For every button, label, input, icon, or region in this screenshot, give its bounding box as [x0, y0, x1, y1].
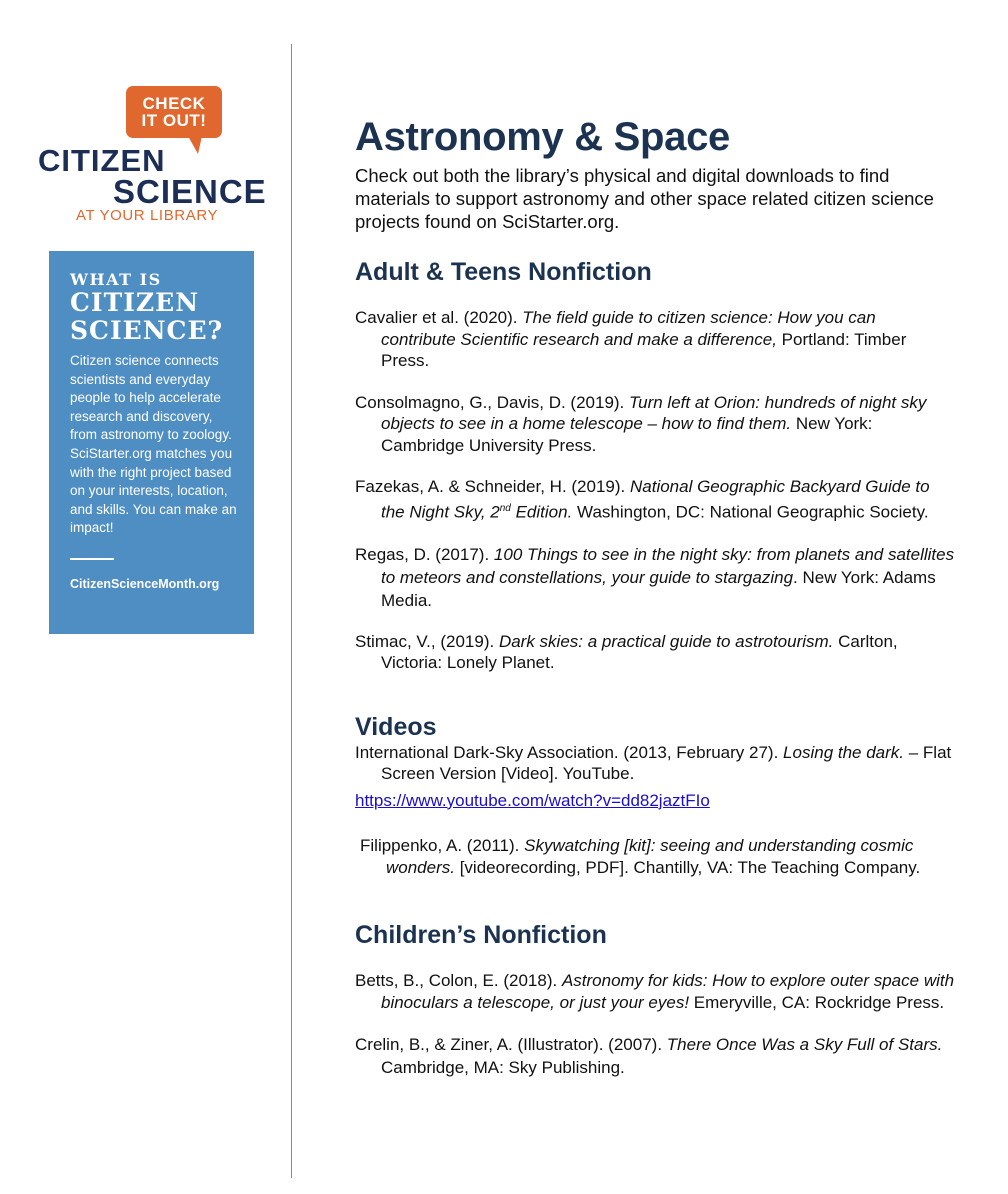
speech-bubble: [126, 86, 222, 138]
intro-paragraph: Check out both the library’s physical and digital downloads to find materials to support astronomy and other space related citizen science projects found on SciStarter.org.: [355, 165, 934, 232]
citation-entry: Stimac, V., (2019). Dark skies: a practical guide to astrotourism. Carlton, Victoria: Lonely Planet.: [355, 631, 898, 673]
what-is-citizen-science-box: [49, 251, 254, 634]
logo-word-science: SCIENCE: [113, 173, 267, 210]
logo-word-citizen: CITIZEN: [38, 143, 166, 178]
sidebar-heading-line2: SCIENCE?: [70, 316, 224, 345]
youtube-link[interactable]: https://www.youtube.com/watch?v=dd82jaztFIo: [355, 790, 710, 810]
section-heading-children: Children’s Nonfiction: [355, 921, 607, 950]
citation-entry: Cavalier et al. (2020). The field guide to citizen science: How you can contribute Scientific research and make a difference, Portland: Timber Press.: [355, 308, 907, 370]
logo-tagline: AT YOUR LIBRARY: [76, 207, 219, 224]
main-content: [355, 112, 955, 1079]
section-heading-adult: Adult & Teens Nonfiction: [355, 258, 652, 286]
bubble-line-1: CHECK: [142, 94, 206, 113]
citation-entry: Fazekas, A. & Schneider, H. (2019). National Geographic Backyard Guide to the Night Sky, 2nd Edition. Washington, DC: National Geographic Society.: [355, 477, 930, 522]
citation-entry: Crelin, B., & Ziner, A. (Illustrator). (2007). There Once Was a Sky Full of Stars. Cambridge, MA: Sky Publishing.: [355, 1035, 943, 1078]
sidebar-rule: [70, 558, 114, 560]
column-divider: [291, 44, 292, 1178]
sidebar-url: CitizenScienceMonth.org: [70, 576, 220, 591]
section-heading-videos: Videos: [355, 712, 437, 741]
citation-entry: Consolmagno, G., Davis, D. (2019). Turn left at Orion: hundreds of night sky objects to see in a home telescope – how to find them. New York: Cambridge University Press.: [355, 392, 927, 455]
sidebar-heading-small: WHAT IS: [70, 270, 162, 289]
citation-entry: International Dark-Sky Association. (2013, February 27). Losing the dark. – Flat Screen Version [Video]. YouTube. https://www.youtube.com/watch?v=dd82jaztFIo: [355, 742, 952, 810]
sidebar-body-text: Citizen science connects scientists and everyday people to help accelerate research and discovery, from astronomy to zoology. SciStarter.org matches you with the right project based on your interests, location, and skills. You can make an impact!: [70, 353, 237, 536]
citation-entry: Filippenko, A. (2011). Skywatching [kit]: seeing and understanding cosmic wonders. [videorecording, PDF]. Chantilly, VA: The Teaching Company.: [360, 836, 921, 877]
citation-entry: Regas, D. (2017). 100 Things to see in the night sky: from planets and satellites to meteors and constellations, your guide to stargazing. New York: Adams Media.: [355, 544, 955, 610]
citizen-science-logo: [38, 86, 268, 228]
sidebar-heading-line1: CITIZEN: [70, 288, 200, 317]
page-title: Astronomy & Space: [355, 115, 730, 159]
speech-bubble-tail: [188, 136, 202, 154]
bubble-line-2: IT OUT!: [141, 111, 207, 130]
citation-entry: Betts, B., Colon, E. (2018). Astronomy for kids: How to explore outer space with binoculars a telescope, or just your eyes! Emeryville, CA: Rockridge Press.: [355, 971, 955, 1012]
